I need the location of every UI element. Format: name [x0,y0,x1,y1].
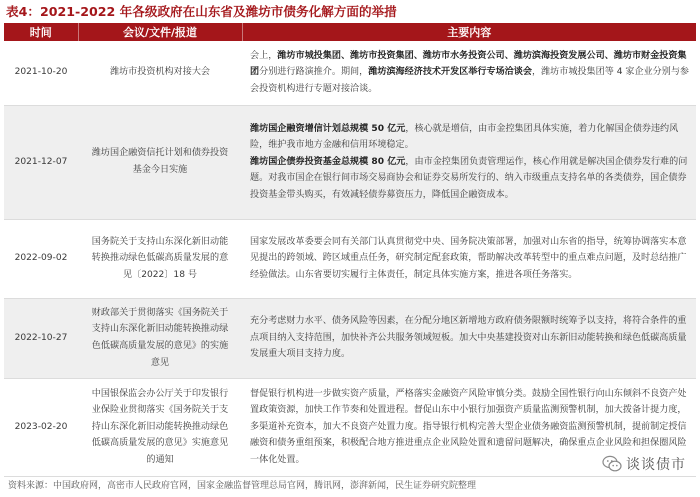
header-meeting: 会议/文件/报道 [78,23,242,41]
content-text: ，核心就是增信，由市金控集团具体实施，着力化解国企债券违约风险，维护我市地方金融和信用环境稳定。 [250,123,679,151]
cell-time: 2023-02-20 [4,378,78,476]
content-highlight: 潍坊国企债券投资基金总规模 80 亿元 [250,156,406,167]
content-highlight: 潍坊滨海经济技术开发区举行专场洽谈会 [368,67,532,78]
table-row [4,378,696,476]
header-time: 时间 [4,23,78,41]
watermark [602,454,686,474]
cell-content [242,41,696,105]
table-header-row [4,23,696,41]
content-highlight: 潍坊国企融资增信计划总规模 50 亿元 [250,123,406,134]
table-row [4,41,696,105]
cell-meeting: 国务院关于支持山东深化新旧动能转换推动绿色低碳高质量发展的意见〔2022〕18 号 [78,219,242,298]
content-text: ，由市金控集团负责管理运作，核心作用就是解决国企债券发行难的问题。对我市国企在银行间市场交易商协会和证券交易所发行的、纳入市级重点支持名单的各类债券，国企债券投资基金带头购买，有效减轻债券募资压力，降低国企融资成本。 [250,156,688,200]
content-text: 充分考虑财力水平、债务风险等因素，在分配分地区新增地方政府债务限额时统筹予以支持，将符合条件的重点项目纳入支持范围，加快补齐公共服务领域短板。加大中央基建投资对山东新旧动能转换和绿色低碳高质量发展重大项目支持力度。 [250,316,687,360]
table-row [4,105,696,219]
table-title: 表4：2021-2022 年各级政府在山东省及潍坊市债务化解方面的举措 [6,4,397,19]
table-row [4,219,696,298]
cell-meeting: 中国银保监会办公厅关于印发银行业保险业贯彻落实《国务院关于支持山东深化新旧动能转换推动绿色低碳高质量发展的意见》实施意见的通知 [78,378,242,476]
cell-content [242,219,696,298]
header-content: 主要内容 [242,23,696,41]
cell-meeting: 财政部关于贯彻落实《国务院关于支持山东深化新旧动能转换推动绿色低碳高质量发展的意见》的实施意见 [78,298,242,378]
cell-content [242,298,696,378]
wechat-icon [602,454,622,474]
cell-time: 2021-10-20 [4,41,78,105]
content-text: 会上， [250,50,278,61]
content-highlight: 潍坊市城投集团、潍坊市投资集团、潍坊市水务投资公司、潍坊滨海投资发展公司、潍坊市财金投资集团 [250,50,687,78]
cell-meeting: 潍坊市投资机构对接大会 [78,41,242,105]
table-row [4,298,696,378]
cell-content [242,105,696,219]
content-text: 督促银行机构进一步做实资产质量，严格落实金融资产风险审慎分类。鼓励全国性银行向山东倾斜不良资产处置政策资源，加快工作节奏和处置进程。督促山东中小银行加强资产质量监测预警机制，加大拨备计提力度，多渠道补充资本，加大不良资产处置力度。指导银行机构完善大型企业债务融资监测预警机制，提前制定授信融资和债务重组预案，积极配合地方推进重点企业风险处置和遗留问题解决，确保重点企业风险和担保圈风险一体化处置。 [250,388,687,465]
content-text: 分别进行路演推介。期间， [259,67,369,78]
source-note: 资料来源：中国政府网，高密市人民政府官网，国家金融监督管理总局官网，腾讯网，澎湃新闻，民生证券研究院整理 [8,481,477,491]
cell-time: 2022-09-02 [4,219,78,298]
cell-meeting: 潍坊国企融资信托计划和债券投资基金今日实施 [78,105,242,219]
cell-time: 2021-12-07 [4,105,78,219]
content-text: ，潍坊市城投集团等 4 家企业分别与参会投资机构进行专题对接洽谈。 [250,67,690,95]
content-text: 国家发展改革委要会同有关部门认真贯彻党中央、国务院决策部署，加强对山东省的指导，统筹协调落实本意见提出的跨领域、跨区域重点任务，研究制定配套政策，帮助解决改革转型中的重点难点问题，及时总结推广经验做法。山东省要切实履行主体责任，制定具体实施方案，推进各项任务落实。 [250,236,687,280]
watermark-text: 谈谈债市 [626,457,686,473]
measures-table [4,23,696,477]
cell-time: 2022-10-27 [4,298,78,378]
